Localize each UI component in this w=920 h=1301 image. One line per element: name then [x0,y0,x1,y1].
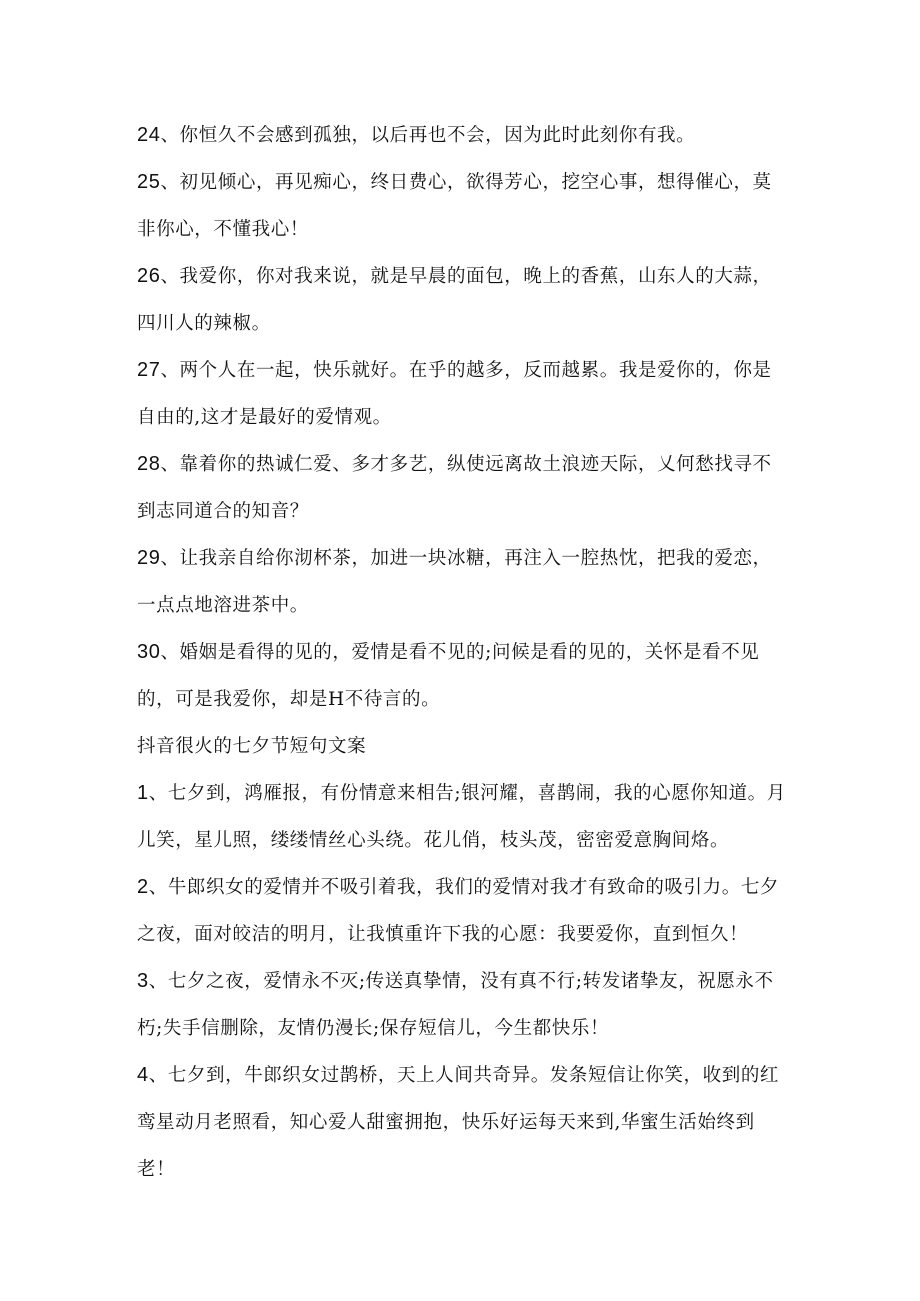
paragraph-30 [137,629,787,723]
item-number: 25 [137,171,161,193]
item-text: 、让我亲自给你沏杯茶，加进一块冰糖，再注入一腔热忱，把我的爱恋，一点点地溶进茶中。 [137,548,772,616]
paragraph-4 [137,1052,787,1193]
item-text: 、我爱你，你对我来说，就是早晨的面包，晚上的香蕉，山东人的大蒜，四川人的辣椒。 [137,266,772,334]
item-number: 1 [137,782,149,804]
item-number: 29 [137,547,161,569]
paragraph-3 [137,958,787,1052]
item-number: 24 [137,124,161,146]
item-number: 3 [137,970,149,992]
paragraph-26 [137,253,787,347]
paragraph-29 [137,535,787,629]
paragraph-25 [137,159,787,253]
paragraph-27 [137,347,787,441]
section-heading: 抖音很火的七夕节短句文案 [137,736,367,757]
item-number: 26 [137,265,161,287]
item-number: 30 [137,641,161,663]
item-text: 、靠着你的热诚仁爱、多才多艺，纵使远离故土浪迹天际，乂何愁找寻不到志同道合的知音？ [137,454,772,522]
item-text: 、七夕之夜，爱情永不灭;传送真挚情，没有真不行;转发诸挚友，祝愿永不朽;失手信删除，友情仍漫长;保存短信儿，今生都快乐！ [137,971,774,1039]
item-text: 、婚姻是看得的见的，爱情是看不见的;问候是看的见的，关怀是看不见的，可是我爱你，却是H不待言的。 [137,642,760,710]
item-text: 、你恒久不会感到孤独，以后再也不会，因为此时此刻你有我。 [160,125,696,146]
item-text: 、两个人在一起，快乐就好。在乎的越多，反而越累。我是爱你的，你是自由的,这才是最好的爱情观。 [137,360,772,428]
item-text: 、牛郎织女的爱情并不吸引着我，我们的爱情对我才有致命的吸引力。七夕之夜，面对皎洁的明月，让我慎重许下我的心愿：我要爱你，直到恒久！ [137,877,780,945]
paragraph-28 [137,441,787,535]
document-page [137,112,787,1193]
item-number: 4 [137,1064,149,1086]
paragraph-1 [137,770,787,864]
paragraph-2 [137,864,787,958]
item-text: 、七夕到，牛郎织女过鹊桥，天上人间共奇异。发条短信让你笑，收到的红鸾星动月老照看，知心爱人甜蜜拥抱，快乐好运每天来到,华蜜生活始终到老！ [137,1065,780,1180]
item-text: 、初见倾心，再见痴心，终日费心，欲得芳心，挖空心事，想得催心，莫非你心，不懂我心！ [137,172,772,240]
item-number: 2 [137,876,149,898]
item-number: 27 [137,359,161,381]
paragraph-24 [137,112,787,159]
item-number: 28 [137,453,161,475]
item-text: 、七夕到，鸿雁报，有份情意来相告;银河耀，喜鹊闹，我的心愿你知道。月儿笑，星儿照，缕缕情丝心头绕。花儿俏，枝头茂，密密爱意胸间烙。 [137,783,786,851]
